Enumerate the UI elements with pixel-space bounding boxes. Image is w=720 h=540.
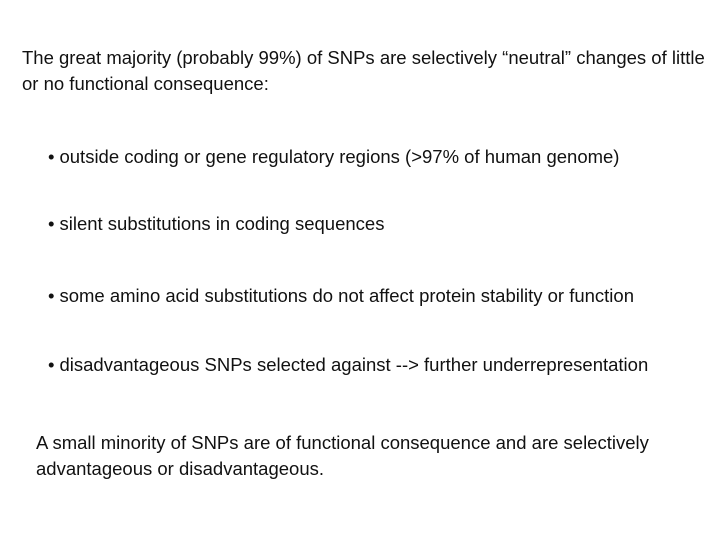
intro-paragraph: The great majority (probably 99%) of SNPs are selectively “neutral” changes of little or no functional consequence: <box>22 47 705 94</box>
bullet-text: silent substitutions in coding sequences <box>59 213 385 234</box>
bullet-item <box>48 145 718 169</box>
bullet-dot-icon: • <box>48 285 55 306</box>
bullet-item <box>48 284 718 308</box>
bullet-dot-icon: • <box>48 213 55 234</box>
bullet-item <box>48 212 718 236</box>
bullet-item <box>48 353 718 377</box>
outro-paragraph: A small minority of SNPs are of functional consequence and are selectively advantageous or disadvantageous. <box>36 432 649 479</box>
bullet-dot-icon: • <box>48 354 55 375</box>
bullet-text: disadvantageous SNPs selected against --> further underrepresentation <box>59 354 649 375</box>
bullet-text: outside coding or gene regulatory regions (>97% of human genome) <box>59 146 620 167</box>
bullet-dot-icon: • <box>48 146 55 167</box>
bullet-text: some amino acid substitutions do not affect protein stability or function <box>59 285 634 306</box>
